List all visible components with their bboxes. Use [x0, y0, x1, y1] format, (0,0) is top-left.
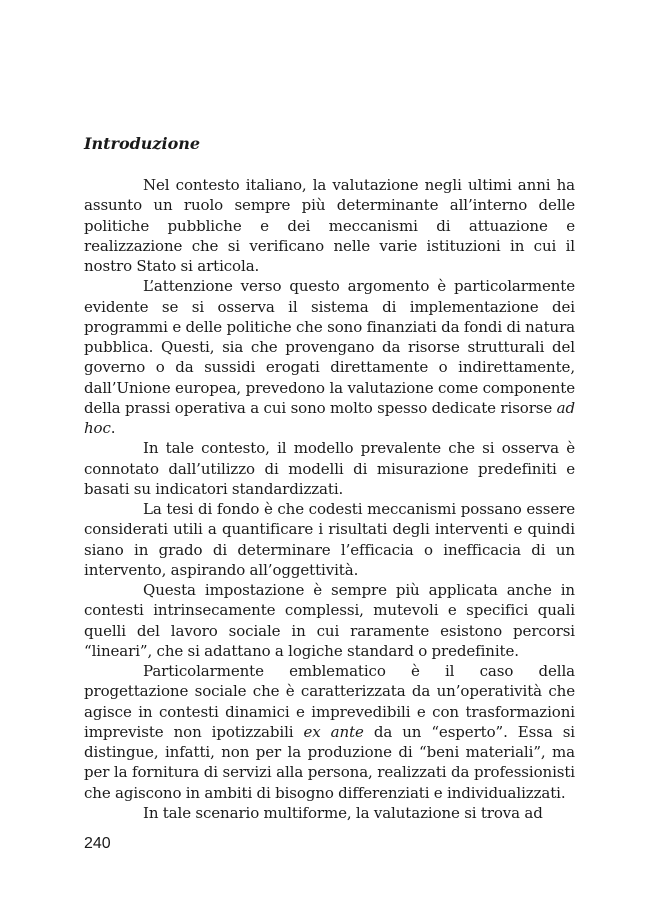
- paragraph-text: La tesi di fondo è che codesti meccanismi possano essere considerati utili a quantificare i risultati degli interventi e quindi siano in grado di determinare l’efficacia o inefficacia di un intervento, aspirando all’oggettività.: [84, 500, 575, 579]
- page-number: 240: [84, 835, 111, 852]
- italic-term: ex ante: [303, 722, 364, 741]
- paragraph-text: da un “esperto”. Essa si distingue, infatti, non per la produzione di “beni materiali”, ma per la fornitura di servizi alla persona, realizzati da professionisti che agiscono in ambiti di bisogno differenziati e individualizzati.: [84, 722, 575, 802]
- paragraph: [84, 499, 575, 580]
- paragraph-text: L’attenzione verso questo argomento è particolarmente evidente se si osserva il sistema di implementazione dei programmi e delle politiche che sono finanziati da fondi di natura pubblica. Questi, sia che provengano da risorse strutturali del governo o da sussidi erogati direttamente o indirettamente, dall’Unione europea, prevedono la valutazione come componente della prassi operativa a cui sono molto spesso dedicate risorse: [84, 277, 575, 417]
- paragraph: [84, 438, 575, 499]
- paragraph: [84, 803, 575, 823]
- paragraph: [84, 276, 575, 438]
- paragraph: [84, 661, 575, 803]
- paragraph: [84, 580, 575, 661]
- paragraph-text: .: [110, 419, 116, 437]
- paragraph-text: In tale contesto, il modello prevalente che si osserva è connotato dall’utilizzo di modelli di misurazione predefiniti e basati su indicatori standardizzati.: [84, 439, 575, 498]
- paragraph-text: Questa impostazione è sempre più applicata anche in contesti intrinsecamente complessi, mutevoli e specifici quali quelli del lavoro sociale in cui raramente esistono percorsi “lineari”, che si adattano a logiche standard o predefinite.: [84, 581, 575, 660]
- body-text: [84, 175, 575, 823]
- paragraph-text: Particolarmente emblematico è il caso della progettazione sociale che è caratterizzata da un’operatività che agisce in contesti dinamici e imprevedibili e con trasformazioni impreviste non ipotizzabili: [84, 662, 575, 741]
- italic-term: ad hoc: [84, 398, 575, 437]
- paragraph-text: Nel contesto italiano, la valutazione negli ultimi anni ha assunto un ruolo sempre più determinante all’interno delle politiche pubbliche e dei meccanismi di attuazione e realizzazione che si verificano nelle varie istituzioni in cui il nostro Stato si articola.: [84, 176, 575, 275]
- section-heading: Introduzione: [84, 134, 201, 153]
- paragraph-text: In tale scenario multiforme, la valutazione si trova ad: [143, 803, 543, 822]
- paragraph: [84, 175, 575, 276]
